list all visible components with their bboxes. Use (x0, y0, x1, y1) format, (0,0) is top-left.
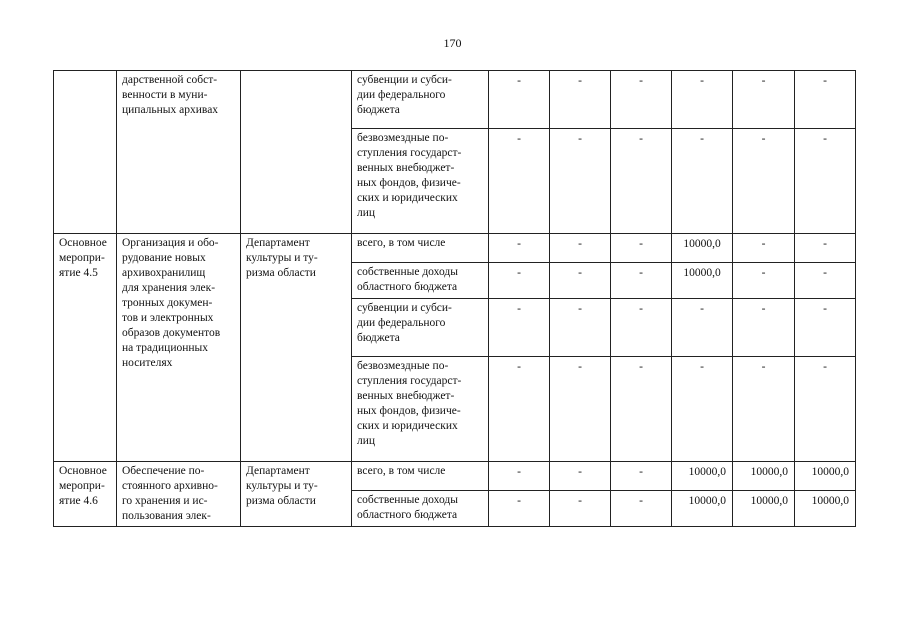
activity-label-cell: Основное меропри- ятие 4.6 (54, 462, 117, 527)
value-cell: - (550, 129, 611, 234)
executor-cell (241, 71, 352, 234)
value-cell: 10000,0 (672, 234, 733, 263)
value-cell: - (733, 234, 795, 263)
value-cell: - (489, 462, 550, 491)
table-row (54, 462, 856, 491)
value-cell: - (733, 129, 795, 234)
value-cell: 10000,0 (733, 491, 795, 527)
funding-source-cell: субвенции и субси- дии федерального бюджета (352, 71, 489, 129)
value-cell: - (733, 299, 795, 357)
activity-label-cell (54, 71, 117, 234)
value-cell: - (733, 263, 795, 299)
value-cell: - (550, 299, 611, 357)
value-cell: 10000,0 (672, 462, 733, 491)
value-cell: - (550, 462, 611, 491)
value-cell: - (795, 263, 856, 299)
value-cell: - (672, 71, 733, 129)
value-cell: 10000,0 (672, 491, 733, 527)
value-cell: - (611, 263, 672, 299)
value-cell: - (611, 462, 672, 491)
funding-source-cell: безвозмездные по- ступления государст- венных внебюджет- ных фондов, физиче- ских и юридических лиц (352, 129, 489, 234)
value-cell: - (611, 491, 672, 527)
value-cell: - (733, 71, 795, 129)
value-cell: - (795, 129, 856, 234)
value-cell: - (672, 299, 733, 357)
value-cell: - (550, 263, 611, 299)
value-cell: - (489, 234, 550, 263)
activity-measure-cell: дарственной собст- венности в муни- ципальных архивах (117, 71, 241, 234)
value-cell: 10000,0 (795, 462, 856, 491)
value-cell: - (733, 357, 795, 462)
value-cell: - (550, 357, 611, 462)
funding-source-cell: собственные доходы областного бюджета (352, 491, 489, 527)
value-cell: 10000,0 (733, 462, 795, 491)
value-cell: - (489, 357, 550, 462)
activity-measure-cell: Организация и обо- рудование новых архивохранилищ для хранения элек- тронных докумен- тов и электронных образов документов на традиционных носителях (117, 234, 241, 462)
value-cell: - (489, 263, 550, 299)
funding-source-cell: субвенции и субси- дии федерального бюджета (352, 299, 489, 357)
value-cell: - (550, 71, 611, 129)
executor-cell: Департамент культуры и ту- ризма области (241, 234, 352, 462)
funding-source-cell: собственные доходы областного бюджета (352, 263, 489, 299)
page-number: 170 (443, 36, 462, 50)
value-cell: - (489, 129, 550, 234)
value-cell: - (489, 491, 550, 527)
value-cell: - (795, 357, 856, 462)
budget-table (53, 70, 856, 527)
value-cell: - (795, 234, 856, 263)
value-cell: - (672, 357, 733, 462)
value-cell: - (550, 234, 611, 263)
funding-source-cell: всего, в том числе (352, 234, 489, 263)
activity-measure-cell: Обеспечение по- стоянного архивно- го хранения и ис- пользования элек- (117, 462, 241, 527)
table-row (54, 234, 856, 263)
table-row (54, 71, 856, 129)
value-cell: - (672, 129, 733, 234)
value-cell: 10000,0 (795, 491, 856, 527)
value-cell: - (795, 299, 856, 357)
value-cell: - (795, 71, 856, 129)
value-cell: 10000,0 (672, 263, 733, 299)
value-cell: - (611, 234, 672, 263)
value-cell: - (611, 299, 672, 357)
executor-cell: Департамент культуры и ту- ризма области (241, 462, 352, 527)
value-cell: - (611, 129, 672, 234)
value-cell: - (550, 491, 611, 527)
activity-label-cell: Основное меропри- ятие 4.5 (54, 234, 117, 462)
funding-source-cell: безвозмездные по- ступления государст- венных внебюджет- ных фондов, физиче- ских и юридических лиц (352, 357, 489, 462)
value-cell: - (611, 357, 672, 462)
value-cell: - (489, 71, 550, 129)
funding-source-cell: всего, в том числе (352, 462, 489, 491)
value-cell: - (489, 299, 550, 357)
value-cell: - (611, 71, 672, 129)
